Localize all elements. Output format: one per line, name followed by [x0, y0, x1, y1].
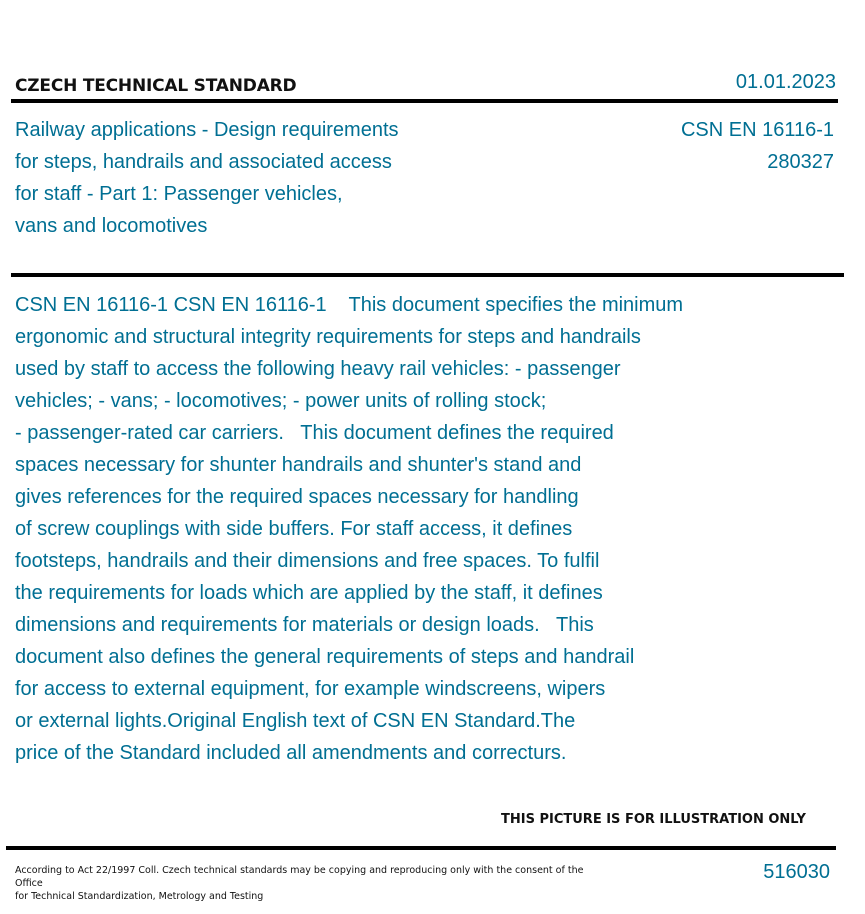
- description-line: - passenger-rated car carriers. This document defines the required: [15, 422, 614, 444]
- description-line: footsteps, handrails and their dimensions and free spaces. To fulfil: [15, 550, 600, 572]
- standard-code: CSN EN 16116-1: [680, 119, 834, 141]
- description-line: for access to external equipment, for example windscreens, wipers: [15, 678, 606, 700]
- legal-notice: [15, 864, 595, 903]
- title-line: Railway applications - Design requirements: [15, 119, 399, 141]
- legal-line: According to Act 22/1997 Coll. Czech technical standards may be copying and reproducing only with the consent of the Office: [15, 865, 584, 889]
- standard-description: [15, 289, 745, 769]
- publication-date: 01.01.2023: [735, 71, 836, 93]
- document-id: 516030: [763, 861, 830, 883]
- description-line: spaces necessary for shunter handrails and shunter's stand and: [15, 454, 582, 476]
- legal-line: for Technical Standardization, Metrology and Testing: [15, 891, 264, 902]
- title-line: for staff - Part 1: Passenger vehicles,: [15, 183, 343, 205]
- description-line: dimensions and requirements for materials or design loads. This: [15, 614, 594, 636]
- description-line: of screw couplings with side buffers. For staff access, it defines: [15, 518, 573, 540]
- footer-divider: [6, 846, 836, 850]
- description-line: the requirements for loads which are applied by the staff, it defines: [15, 582, 603, 604]
- description-line: used by staff to access the following heavy rail vehicles: - passenger: [15, 358, 621, 380]
- header-divider: [11, 99, 838, 103]
- document-type-label: CZECH TECHNICAL STANDARD: [15, 76, 297, 96]
- title-line: vans and locomotives: [15, 215, 208, 237]
- title-line: for steps, handrails and associated access: [15, 151, 392, 173]
- description-line: or external lights.Original English text of CSN EN Standard.The: [15, 710, 576, 732]
- standard-identifiers: [681, 114, 834, 178]
- description-line: document also defines the general requirements of steps and handrail: [15, 646, 635, 668]
- description-line: gives references for the required spaces necessary for handling: [15, 486, 579, 508]
- standard-title: [15, 114, 485, 242]
- illustration-disclaimer: THIS PICTURE IS FOR ILLUSTRATION ONLY: [501, 812, 806, 827]
- description-line: CSN EN 16116-1 CSN EN 16116-1 This document specifies the minimum: [15, 294, 684, 316]
- description-line: price of the Standard included all amendments and correcturs.: [15, 742, 567, 764]
- catalog-number: 280327: [767, 151, 834, 173]
- section-divider: [11, 273, 844, 277]
- description-line: vehicles; - vans; - locomotives; - power units of rolling stock;: [15, 390, 547, 412]
- description-line: ergonomic and structural integrity requirements for steps and handrails: [15, 326, 641, 348]
